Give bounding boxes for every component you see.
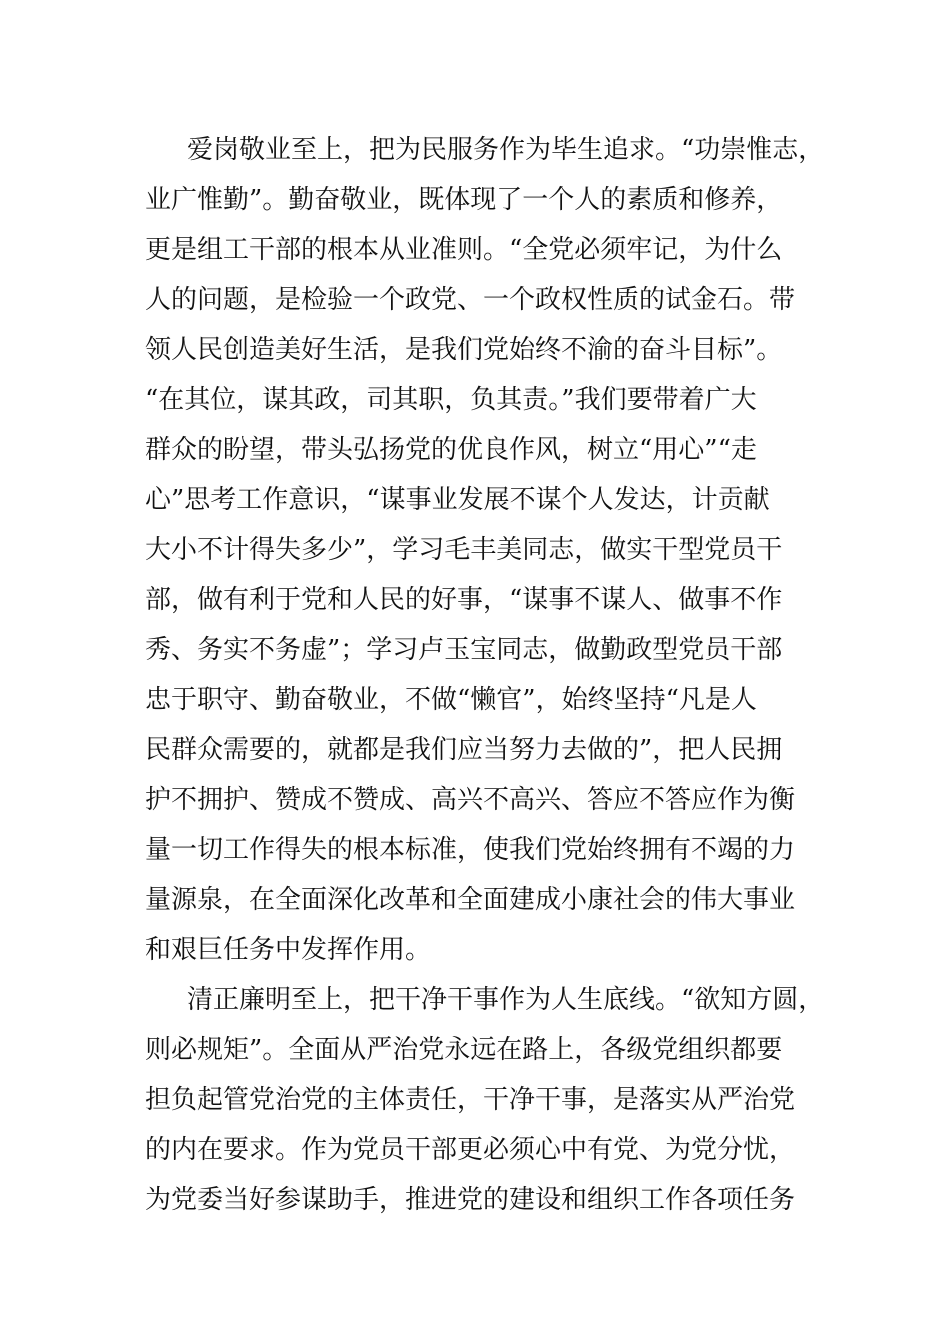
- paragraph-1-line: “在其位，谋其政，司其职，负其责。”我们要带着广大: [145, 385, 757, 415]
- paragraph-2-line: 则必规矩”。全面从严治党永远在路上，各级党组织都要: [145, 1035, 783, 1065]
- paragraph-1-line: 忠于职守、勤奋敬业，不做“懒官”，始终坚持“凡是人: [145, 685, 757, 715]
- paragraph-1-line: 护不拥护、赞成不赞成、高兴不高兴、答应不答应作为衡: [145, 785, 796, 815]
- paragraph-1-line: 和艰巨任务中发挥作用。: [145, 935, 432, 965]
- paragraph-1-line: 领人民创造美好生活，是我们党始终不渝的奋斗目标”。: [145, 335, 783, 365]
- paragraph-1-line: 人的问题，是检验一个政党、一个政权性质的试金石。带: [145, 285, 796, 315]
- paragraph-2-line: 为党委当好参谋助手，推进党的建设和组织工作各项任务: [145, 1185, 796, 1215]
- paragraph-2-line: 清正廉明至上，把干净干事作为人生底线。“欲知方圆，: [187, 985, 825, 1015]
- paragraph-1-line: 部，做有利于党和人民的好事，“谋事不谋人、做事不作: [145, 585, 783, 615]
- paragraph-1-line: 民群众需要的，就都是我们应当努力去做的”，把人民拥: [145, 735, 783, 765]
- paragraph-1-line: 业广惟勤”。勤奋敬业，既体现了一个人的素质和修养，: [145, 185, 783, 215]
- paragraph-1-line: 大小不计得失多少”，学习毛丰美同志，做实干型党员干: [145, 535, 783, 565]
- paragraph-2-line: 的内在要求。作为党员干部更必须心中有党、为党分忧，: [145, 1135, 796, 1165]
- paragraph-1-line: 群众的盼望，带头弘扬党的优良作风，树立“用心”“走: [145, 435, 757, 465]
- paragraph-1-line: 爱岗敬业至上，把为民服务作为毕生追求。“功崇惟志，: [187, 135, 825, 165]
- paragraph-1-line: 秀、务实不务虚”；学习卢玉宝同志，做勤政型党员干部: [145, 635, 783, 665]
- body-text: [145, 125, 825, 1225]
- paragraph-1-line: 更是组工干部的根本从业准则。“全党必须牢记，为什么: [145, 235, 783, 265]
- paragraph-1-line: 量源泉，在全面深化改革和全面建成小康社会的伟大事业: [145, 885, 796, 915]
- paragraph-1-line: 量一切工作得失的根本标准，使我们党始终拥有不竭的力: [145, 835, 796, 865]
- paragraph-2-line: 担负起管党治党的主体责任，干净干事，是落实从严治党: [145, 1085, 796, 1115]
- paragraph-1-line: 心”思考工作意识，“谋事业发展不谋个人发达，计贡献: [145, 485, 770, 515]
